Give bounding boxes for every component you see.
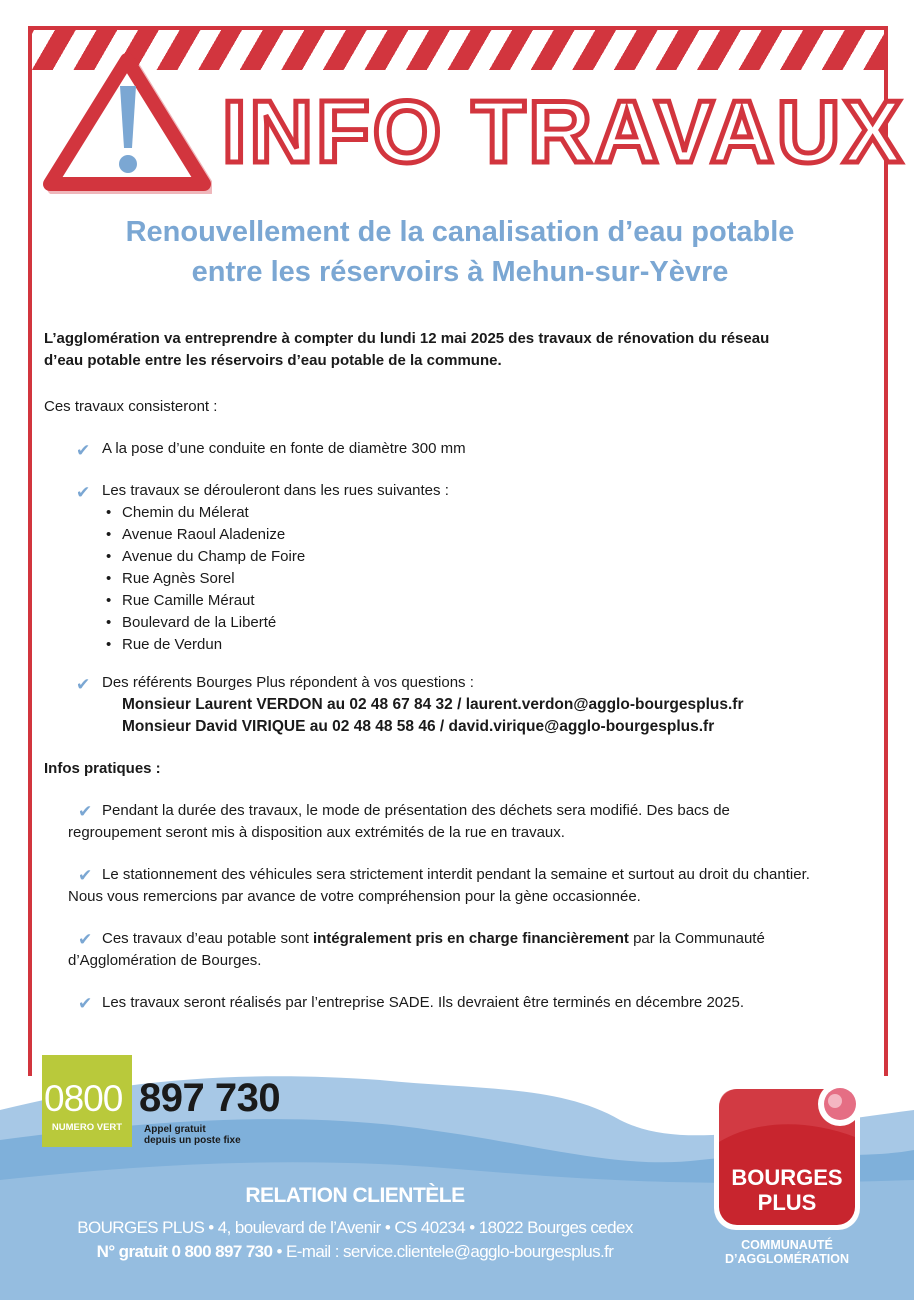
street-item: • Avenue du Champ de Foire [44, 546, 880, 568]
practical-paragraph [44, 800, 880, 844]
subtitle [40, 212, 880, 292]
list-item [44, 672, 880, 694]
item-text: A la pose d’une conduite en fonte de diamètre 300 mm [102, 440, 466, 457]
check-icon: ✔ [76, 483, 91, 502]
free-number-text: N° gratuit 0 800 897 730 [96, 1242, 273, 1261]
logo-text [712, 1165, 862, 1215]
subtitle-line: Renouvellement de la canalisation d’eau potable [125, 216, 795, 248]
practical-paragraph [44, 864, 880, 908]
check-icon: ✔ [78, 866, 93, 885]
check-icon: ✔ [76, 441, 91, 460]
logo-sub-line: D’AGGLOMÉRATION [724, 1252, 850, 1266]
street-item: • Avenue Raoul Aladenize [44, 524, 880, 546]
para-text: Ces travaux d’eau potable sont [102, 930, 313, 947]
logo-subtitle [702, 1238, 872, 1266]
list-item [44, 480, 880, 502]
street-list [44, 502, 880, 656]
street-item: • Rue Camille Méraut [44, 590, 880, 612]
logo-line: BOURGES [731, 1165, 843, 1190]
free-number-prefix: 0800 [44, 1078, 123, 1119]
street-item: • Chemin du Mélerat [44, 502, 880, 524]
free-number-label: NUMERO VERT [51, 1122, 123, 1133]
intro-line: L’agglomération va entreprendre à compter du lundi 12 mai 2025 des travaux de rénovation du réseau [44, 330, 770, 347]
call-note [144, 1124, 241, 1146]
address-line: BOURGES PLUS • 4, boulevard de l’Avenir • CS 40234 • 18022 Bourges cedex [77, 1218, 633, 1237]
intro-paragraph [44, 328, 880, 372]
main-content [44, 328, 880, 1014]
practical-heading: Infos pratiques : [44, 760, 161, 777]
logo-sub-line: COMMUNAUTÉ [741, 1238, 833, 1252]
check-icon: ✔ [78, 802, 93, 821]
item-text: Les travaux se dérouleront dans les rues suivantes : [102, 482, 449, 499]
contact-footer-line [0, 1242, 710, 1262]
works-heading: Ces travaux consisteront : [44, 398, 218, 415]
para-line: regroupement seront mis à disposition aux extrémités de la rue en travaux. [68, 824, 565, 841]
practical-paragraph [44, 928, 880, 972]
intro-line: d’eau potable entre les réservoirs d’eau potable de la commune. [44, 352, 502, 369]
para-line: Nous vous remercions par avance de votre compréhension pour la gène occasionnée. [68, 888, 641, 905]
page-title: INFO TRAVAUX [222, 82, 905, 181]
para-text: par la Communauté [628, 930, 765, 947]
check-icon: ✔ [78, 930, 93, 949]
list-item [44, 438, 880, 460]
warning-triangle-icon [42, 46, 212, 194]
practical-paragraph [44, 992, 880, 1014]
relation-heading: RELATION CLIENTÈLE [245, 1184, 465, 1207]
street-item: • Rue de Verdun [44, 634, 880, 656]
item-text: Des référents Bourges Plus répondent à vos questions : [102, 674, 474, 691]
para-line: Le stationnement des véhicules sera strictement interdit pendant la semaine et surtout au droit du chantier. [102, 866, 810, 883]
street-item: • Rue Agnès Sorel [44, 568, 880, 590]
para-bold-text: intégralement pris en charge financièrement [312, 930, 629, 947]
email-text: • E-mail : service.clientele@agglo-bourgesplus.fr [272, 1242, 614, 1261]
free-number: 897 730 [139, 1076, 281, 1120]
para-line: d’Agglomération de Bourges. [68, 952, 262, 969]
para-line: Pendant la durée des travaux, le mode de présentation des déchets sera modifié. Des bacs de [102, 802, 730, 819]
check-icon: ✔ [78, 994, 93, 1013]
street-item: • Boulevard de la Liberté [44, 612, 880, 634]
check-icon: ✔ [76, 675, 91, 694]
para-line: Les travaux seront réalisés par l’entreprise SADE. Ils devraient être terminés en décembre 2025. [102, 994, 744, 1011]
call-note-line: Appel gratuit [144, 1124, 206, 1135]
logo-line: PLUS [757, 1190, 817, 1215]
contact-line: Monsieur David VIRIQUE au 02 48 48 58 46 / david.virique@agglo-bourgesplus.fr [122, 718, 715, 735]
subtitle-line: entre les réservoirs à Mehun-sur-Yèvre [191, 256, 729, 288]
call-note-line: depuis un poste fixe [144, 1135, 241, 1146]
contact-line: Monsieur Laurent VERDON au 02 48 67 84 32 / laurent.verdon@agglo-bourgesplus.fr [122, 696, 744, 713]
